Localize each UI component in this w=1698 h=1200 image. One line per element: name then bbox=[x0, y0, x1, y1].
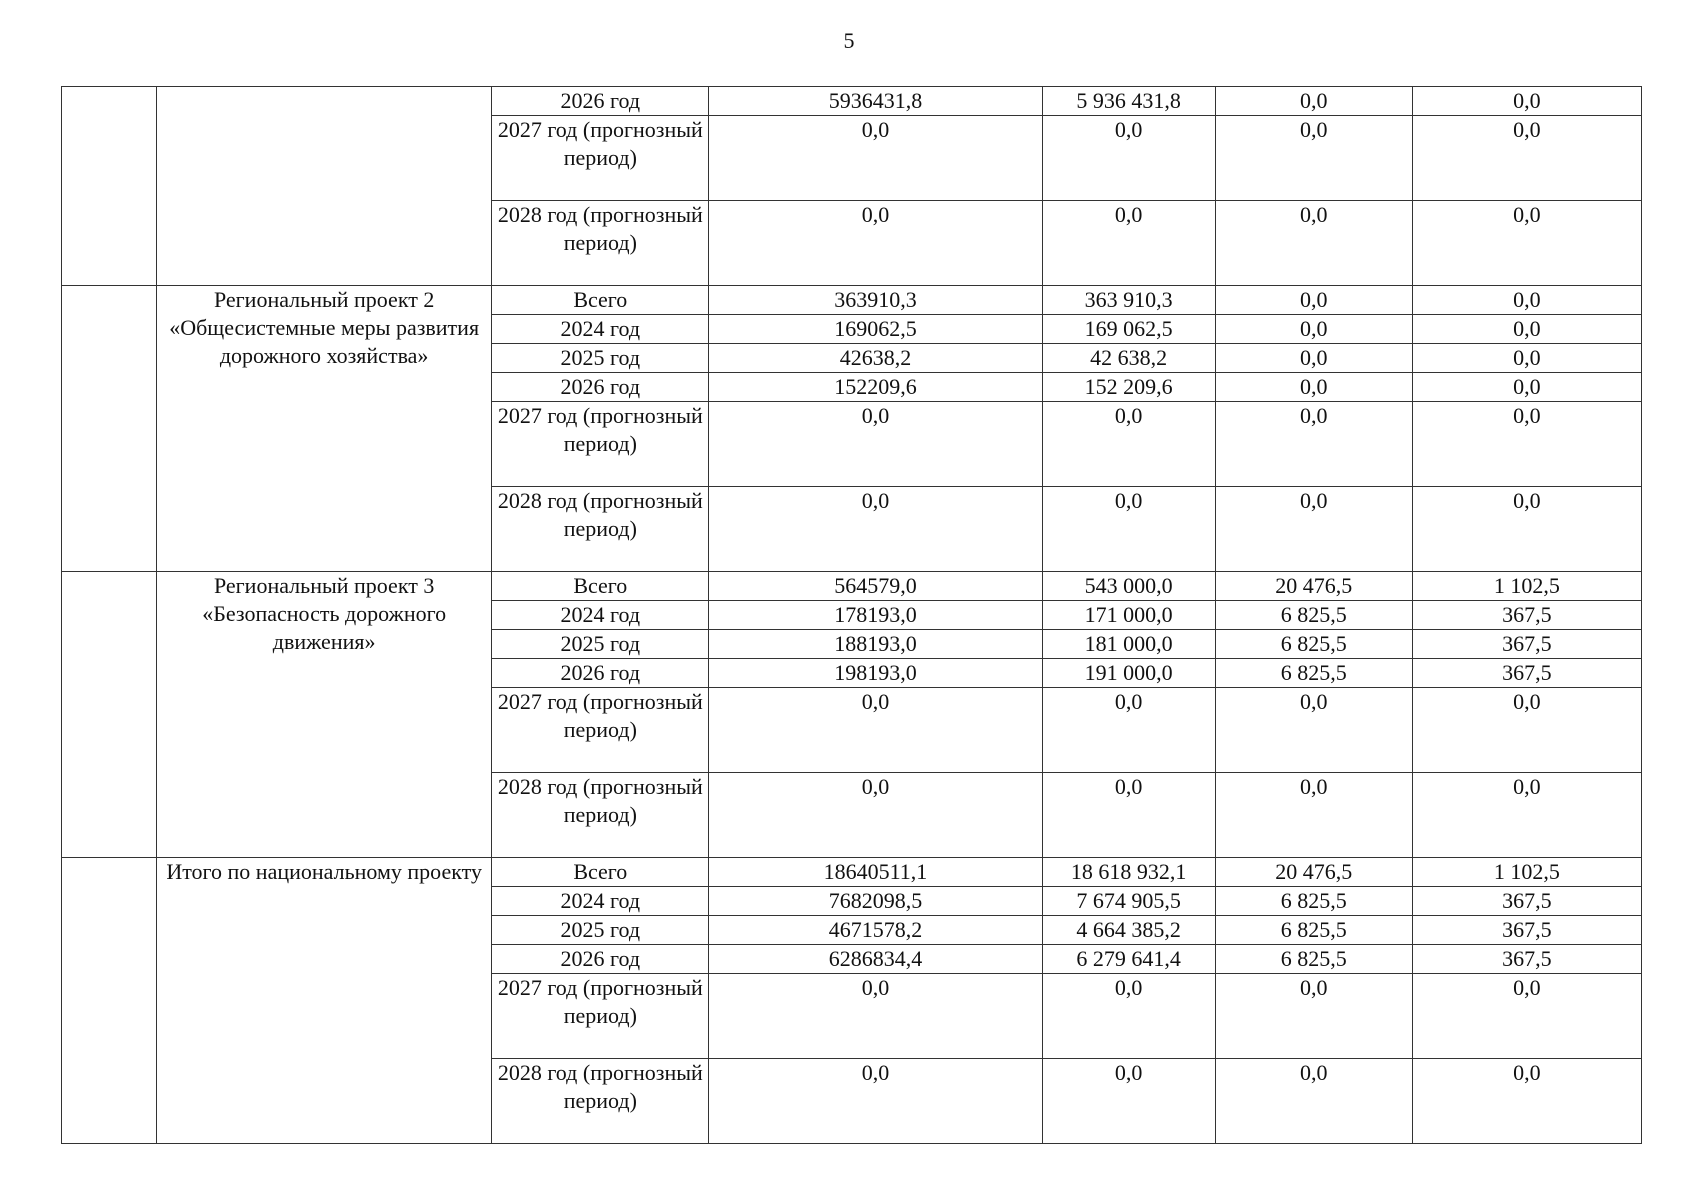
federal-budget-cell: 363 910,3 bbox=[1042, 286, 1215, 315]
federal-budget-cell: 4 664 385,2 bbox=[1042, 916, 1215, 945]
section-title-cell: Региональный проект 3 «Безопасность дорожного движения» bbox=[157, 572, 492, 858]
period-cell: 2026 год bbox=[492, 945, 709, 974]
total-cell: 4671578,2 bbox=[709, 916, 1042, 945]
period-cell: 2027 год (прогнозный период) bbox=[492, 116, 709, 201]
regional-budget-cell: 6 825,5 bbox=[1215, 916, 1412, 945]
local-budget-cell: 0,0 bbox=[1412, 315, 1641, 344]
total-cell: 198193,0 bbox=[709, 659, 1042, 688]
total-cell: 0,0 bbox=[709, 974, 1042, 1059]
period-cell: Всего bbox=[492, 858, 709, 887]
regional-budget-cell: 6 825,5 bbox=[1215, 659, 1412, 688]
local-budget-cell: 367,5 bbox=[1412, 916, 1641, 945]
period-cell: 2028 год (прогнозный период) bbox=[492, 201, 709, 286]
row-number-cell bbox=[62, 572, 157, 858]
period-cell: 2024 год bbox=[492, 887, 709, 916]
local-budget-cell: 367,5 bbox=[1412, 630, 1641, 659]
federal-budget-cell: 0,0 bbox=[1042, 116, 1215, 201]
total-cell: 6286834,4 bbox=[709, 945, 1042, 974]
total-cell: 0,0 bbox=[709, 487, 1042, 572]
total-cell: 0,0 bbox=[709, 688, 1042, 773]
total-cell: 0,0 bbox=[709, 402, 1042, 487]
period-cell: 2025 год bbox=[492, 630, 709, 659]
total-cell: 169062,5 bbox=[709, 315, 1042, 344]
period-cell: 2026 год bbox=[492, 87, 709, 116]
federal-budget-cell: 6 279 641,4 bbox=[1042, 945, 1215, 974]
total-cell: 18640511,1 bbox=[709, 858, 1042, 887]
regional-budget-cell: 6 825,5 bbox=[1215, 630, 1412, 659]
local-budget-cell: 0,0 bbox=[1412, 286, 1641, 315]
federal-budget-cell: 0,0 bbox=[1042, 974, 1215, 1059]
federal-budget-cell: 171 000,0 bbox=[1042, 601, 1215, 630]
regional-budget-cell: 0,0 bbox=[1215, 344, 1412, 373]
regional-budget-cell: 6 825,5 bbox=[1215, 887, 1412, 916]
financing-table bbox=[61, 86, 1642, 1144]
financing-table-body bbox=[62, 87, 1642, 1144]
period-cell: 2024 год bbox=[492, 601, 709, 630]
federal-budget-cell: 169 062,5 bbox=[1042, 315, 1215, 344]
period-cell: 2025 год bbox=[492, 344, 709, 373]
local-budget-cell: 0,0 bbox=[1412, 373, 1641, 402]
local-budget-cell: 367,5 bbox=[1412, 945, 1641, 974]
total-cell: 564579,0 bbox=[709, 572, 1042, 601]
regional-budget-cell: 0,0 bbox=[1215, 116, 1412, 201]
period-cell: Всего bbox=[492, 572, 709, 601]
table-row bbox=[62, 858, 1642, 887]
period-cell: Всего bbox=[492, 286, 709, 315]
total-cell: 152209,6 bbox=[709, 373, 1042, 402]
total-cell: 0,0 bbox=[709, 1059, 1042, 1144]
period-cell: 2028 год (прогнозный период) bbox=[492, 487, 709, 572]
total-cell: 188193,0 bbox=[709, 630, 1042, 659]
regional-budget-cell: 0,0 bbox=[1215, 688, 1412, 773]
total-cell: 5936431,8 bbox=[709, 87, 1042, 116]
local-budget-cell: 0,0 bbox=[1412, 116, 1641, 201]
total-cell: 0,0 bbox=[709, 201, 1042, 286]
period-cell: 2027 год (прогнозный период) bbox=[492, 688, 709, 773]
row-number-cell bbox=[62, 87, 157, 286]
local-budget-cell: 367,5 bbox=[1412, 601, 1641, 630]
federal-budget-cell: 181 000,0 bbox=[1042, 630, 1215, 659]
period-cell: 2028 год (прогнозный период) bbox=[492, 773, 709, 858]
local-budget-cell: 0,0 bbox=[1412, 487, 1641, 572]
total-cell: 7682098,5 bbox=[709, 887, 1042, 916]
regional-budget-cell: 20 476,5 bbox=[1215, 572, 1412, 601]
regional-budget-cell: 0,0 bbox=[1215, 1059, 1412, 1144]
section-title-cell bbox=[157, 87, 492, 286]
period-cell: 2027 год (прогнозный период) bbox=[492, 402, 709, 487]
regional-budget-cell: 0,0 bbox=[1215, 373, 1412, 402]
period-cell: 2025 год bbox=[492, 916, 709, 945]
federal-budget-cell: 5 936 431,8 bbox=[1042, 87, 1215, 116]
row-number-cell bbox=[62, 858, 157, 1144]
total-cell: 363910,3 bbox=[709, 286, 1042, 315]
period-cell: 2026 год bbox=[492, 659, 709, 688]
local-budget-cell: 0,0 bbox=[1412, 773, 1641, 858]
federal-budget-cell: 7 674 905,5 bbox=[1042, 887, 1215, 916]
period-cell: 2027 год (прогнозный период) bbox=[492, 974, 709, 1059]
local-budget-cell: 0,0 bbox=[1412, 974, 1641, 1059]
federal-budget-cell: 0,0 bbox=[1042, 201, 1215, 286]
local-budget-cell: 0,0 bbox=[1412, 87, 1641, 116]
regional-budget-cell: 6 825,5 bbox=[1215, 601, 1412, 630]
period-cell: 2026 год bbox=[492, 373, 709, 402]
federal-budget-cell: 543 000,0 bbox=[1042, 572, 1215, 601]
total-cell: 0,0 bbox=[709, 116, 1042, 201]
federal-budget-cell: 152 209,6 bbox=[1042, 373, 1215, 402]
regional-budget-cell: 0,0 bbox=[1215, 315, 1412, 344]
federal-budget-cell: 0,0 bbox=[1042, 487, 1215, 572]
table-row bbox=[62, 286, 1642, 315]
local-budget-cell: 0,0 bbox=[1412, 344, 1641, 373]
local-budget-cell: 367,5 bbox=[1412, 659, 1641, 688]
regional-budget-cell: 20 476,5 bbox=[1215, 858, 1412, 887]
table-row bbox=[62, 572, 1642, 601]
regional-budget-cell: 0,0 bbox=[1215, 773, 1412, 858]
section-title-cell: Итого по национальному проекту bbox=[157, 858, 492, 1144]
local-budget-cell: 367,5 bbox=[1412, 887, 1641, 916]
regional-budget-cell: 0,0 bbox=[1215, 201, 1412, 286]
total-cell: 42638,2 bbox=[709, 344, 1042, 373]
period-cell: 2024 год bbox=[492, 315, 709, 344]
regional-budget-cell: 0,0 bbox=[1215, 487, 1412, 572]
federal-budget-cell: 18 618 932,1 bbox=[1042, 858, 1215, 887]
row-number-cell bbox=[62, 286, 157, 572]
total-cell: 0,0 bbox=[709, 773, 1042, 858]
local-budget-cell: 0,0 bbox=[1412, 1059, 1641, 1144]
federal-budget-cell: 0,0 bbox=[1042, 773, 1215, 858]
period-cell: 2028 год (прогнозный период) bbox=[492, 1059, 709, 1144]
federal-budget-cell: 0,0 bbox=[1042, 688, 1215, 773]
section-title-cell: Региональный проект 2 «Общесистемные меры развития дорожного хозяйства» bbox=[157, 286, 492, 572]
local-budget-cell: 0,0 bbox=[1412, 201, 1641, 286]
federal-budget-cell: 42 638,2 bbox=[1042, 344, 1215, 373]
regional-budget-cell: 0,0 bbox=[1215, 87, 1412, 116]
regional-budget-cell: 0,0 bbox=[1215, 974, 1412, 1059]
regional-budget-cell: 6 825,5 bbox=[1215, 945, 1412, 974]
regional-budget-cell: 0,0 bbox=[1215, 286, 1412, 315]
local-budget-cell: 1 102,5 bbox=[1412, 858, 1641, 887]
federal-budget-cell: 0,0 bbox=[1042, 1059, 1215, 1144]
local-budget-cell: 0,0 bbox=[1412, 688, 1641, 773]
local-budget-cell: 0,0 bbox=[1412, 402, 1641, 487]
federal-budget-cell: 191 000,0 bbox=[1042, 659, 1215, 688]
total-cell: 178193,0 bbox=[709, 601, 1042, 630]
federal-budget-cell: 0,0 bbox=[1042, 402, 1215, 487]
regional-budget-cell: 0,0 bbox=[1215, 402, 1412, 487]
local-budget-cell: 1 102,5 bbox=[1412, 572, 1641, 601]
table-row bbox=[62, 87, 1642, 116]
page-number: 5 bbox=[843, 28, 855, 53]
